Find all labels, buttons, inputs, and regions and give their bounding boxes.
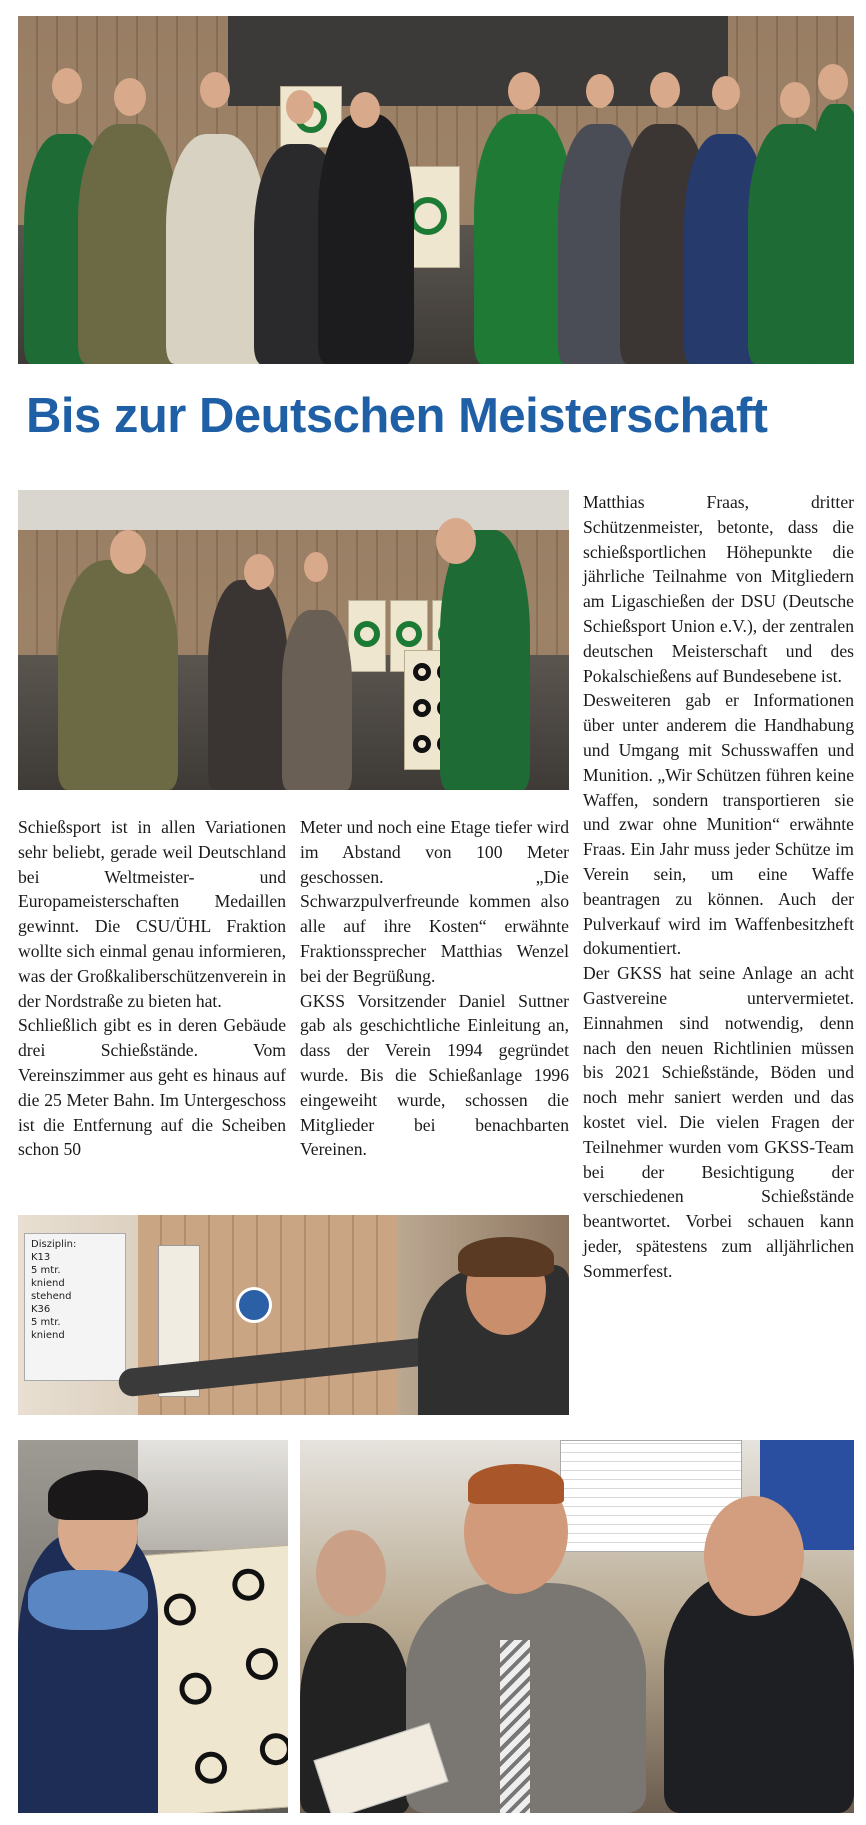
paragraph: Matthias Fraas, dritter Schützenmeister, betonte, dass die schießsportlichen Höhepunkte die jährliche Teilnahme von Mitgliedern am Ligaschießen der DSU (Deutsche Schießsport Union e.V.), der zentralen deutschen Meisterschaft und des Pokalschießens auf Bundesebene ist. [583,492,854,686]
men-at-table-photo [300,1440,854,1813]
sign-line: K13 [31,1252,51,1263]
paragraph: GKSS Vorsitzender Daniel Suttner gab als geschichtliche Einleitung an, dass der Verein 1994 gegründet wurde. Bis die Schießanlage 1996 eingeweiht wurde, schossen die Mitglieder bei benachbarten Vereinen. [300,990,569,1160]
sign-line: 5 mtr. [31,1265,61,1276]
text-column-2 [300,815,569,1162]
paragraph: Desweiteren gab er Informationen über unter anderem die Handhabung und Umgang mit Schusswaffen und Munition. „Wir Schützen führen keine Waffen, sondern transportieren sie und zwar ohne Munition“ erwähnte Fraas. Ein Jahr muss jeder Schütze im Verein sein, um eine Waffe beantragen zu können. Auch der Pulverkauf wird im Waffenbesitzheft dokumentiert. [583,690,854,959]
paragraph: Der GKSS hat seine Anlage an acht Gastvereine untervermietet. Einnahmen sind notwendig, denn nach den neuen Richtlinien müssen bis 2021 Schießstände, Böden und noch mehr saniert werden und das kostet viel. Die vielen Fragen der Teilnehmer wurden vom GKSS-Team bei der Besichtigung der verschiedenen Schießstände beantwortet. Vorbei schauen kann jeder, spätestens zum alljährlichen Sommerfest. [583,963,854,1281]
headline: Bis zur Deutschen Meisterschaft [26,389,768,443]
sign-line: kniend [31,1278,65,1289]
instructor-pointing-photo [18,1215,569,1415]
sign-line: 5 mtr. [31,1317,61,1328]
sign-line: Disziplin: [31,1239,77,1250]
paragraph: Schießsport ist in allen Variationen sehr beliebt, gerade weil Deutschland bei Weltmeister- und Europameisterschaften Medaillen gewinnt. Die CSU/ÜHL Fraktion wollte sich einmal genau informieren, was der Großkaliberschützenverein in der Nordstraße zu bieten hat. [18,817,286,1011]
discipline-sign [24,1233,126,1381]
sign-line: kniend [31,1330,65,1341]
group-visit-photo [18,490,569,790]
text-column-1 [18,815,286,1162]
group-photo [18,16,854,364]
paragraph: Meter und noch eine Etage tiefer wird im Abstand von 100 Meter geschossen. „Die Schwarzpulverfreunde kommen also alle auf ihre Kosten“ erwähnte Fraktionssprecher Matthias Wenzel bei der Begrüßung. [300,817,569,986]
paragraph: Schließlich gibt es in deren Gebäude drei Schießstände. Vom Vereinszimmer aus geht es hinaus auf die 25 Meter Bahn. Im Untergeschoss ist die Entfernung auf die Scheiben schon 50 [18,1015,286,1160]
text-column-3 [583,490,854,1284]
sign-line: stehend [31,1291,72,1302]
sign-line: K36 [31,1304,51,1315]
woman-target-photo [18,1440,288,1813]
